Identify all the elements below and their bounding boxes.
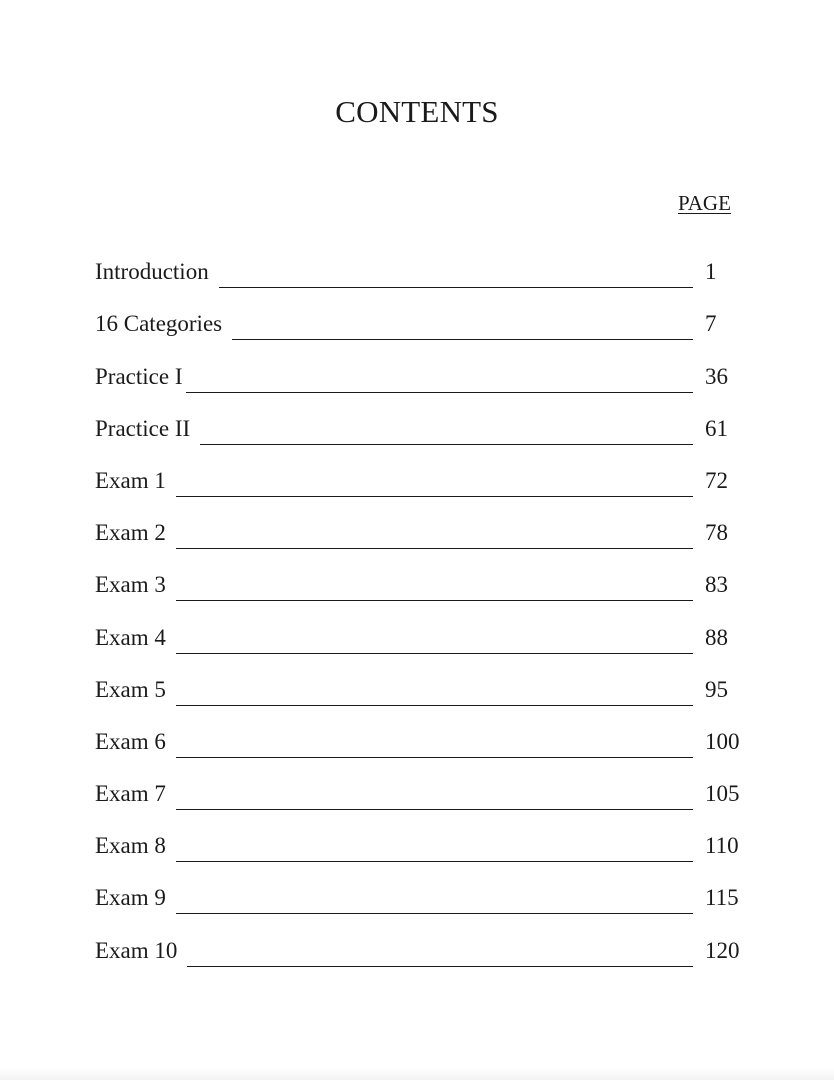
- toc-entry-page: 78: [705, 520, 728, 546]
- toc-entry-exam-5[interactable]: [95, 654, 755, 706]
- toc-entry-label: Exam 3: [95, 572, 166, 598]
- toc-entry-exam-1[interactable]: [95, 445, 755, 497]
- toc-leader-line: [219, 260, 693, 288]
- toc-leader-line: [176, 678, 693, 706]
- page-column-header: PAGE: [678, 191, 731, 215]
- toc-entry-label: Exam 5: [95, 676, 166, 702]
- toc-entry-page: 110: [705, 833, 739, 859]
- toc-leader-line: [176, 469, 693, 497]
- toc-entry-exam-8[interactable]: [95, 810, 755, 862]
- toc-entry-exam-4[interactable]: [95, 601, 755, 653]
- toc-entry-label: Introduction: [95, 259, 209, 285]
- toc-entry-exam-3[interactable]: [95, 549, 755, 601]
- toc-entry-page: 72: [705, 467, 728, 493]
- toc-entry-introduction[interactable]: [95, 236, 755, 288]
- toc-entry-label: Exam 6: [95, 728, 166, 754]
- toc-entry-label: Exam 8: [95, 833, 166, 859]
- toc-leader-line: [176, 573, 693, 601]
- toc-leader-line: [187, 939, 693, 967]
- toc-entry-label: Exam 4: [95, 624, 166, 650]
- toc-leader-line: [176, 730, 693, 758]
- page-title: CONTENTS: [335, 94, 499, 129]
- toc-entry-exam-9[interactable]: [95, 862, 755, 914]
- table-of-contents: [95, 236, 755, 967]
- toc-entry-page: 36: [705, 363, 728, 389]
- toc-entry-exam-7[interactable]: [95, 758, 755, 810]
- toc-leader-line: [176, 886, 693, 914]
- toc-entry-label: Exam 10: [95, 937, 178, 963]
- toc-leader-line: [176, 521, 693, 549]
- toc-entry-page: 61: [705, 415, 728, 441]
- toc-entry-page: 95: [705, 676, 728, 702]
- toc-leader-line: [186, 365, 693, 393]
- toc-leader-line: [200, 417, 693, 445]
- toc-entry-page: 105: [705, 781, 740, 807]
- toc-entry-exam-6[interactable]: [95, 706, 755, 758]
- toc-entry-page: 7: [705, 311, 717, 337]
- toc-leader-line: [232, 312, 693, 340]
- toc-entry-label: Exam 1: [95, 467, 166, 493]
- toc-entry-16-categories[interactable]: [95, 288, 755, 340]
- toc-entry-practice-i[interactable]: [95, 340, 755, 392]
- toc-entry-exam-2[interactable]: [95, 497, 755, 549]
- toc-entry-label: Exam 7: [95, 781, 166, 807]
- toc-entry-label: Exam 9: [95, 885, 166, 911]
- toc-entry-label: Practice II: [95, 415, 191, 441]
- toc-entry-exam-10[interactable]: [95, 914, 755, 966]
- toc-entry-label: 16 Categories: [95, 311, 223, 337]
- toc-entry-page: 83: [705, 572, 728, 598]
- toc-entry-page: 115: [705, 885, 739, 911]
- toc-entry-page: 1: [705, 259, 717, 285]
- toc-entry-practice-ii[interactable]: [95, 393, 755, 445]
- toc-entry-page: 100: [705, 728, 740, 754]
- toc-entry-page: 120: [705, 937, 740, 963]
- toc-entry-page: 88: [705, 624, 728, 650]
- page-bottom-edge: [0, 1068, 834, 1080]
- toc-entry-label: Practice I: [95, 363, 183, 389]
- toc-entry-label: Exam 2: [95, 520, 166, 546]
- toc-leader-line: [176, 834, 693, 862]
- toc-leader-line: [176, 626, 693, 654]
- toc-leader-line: [176, 782, 693, 810]
